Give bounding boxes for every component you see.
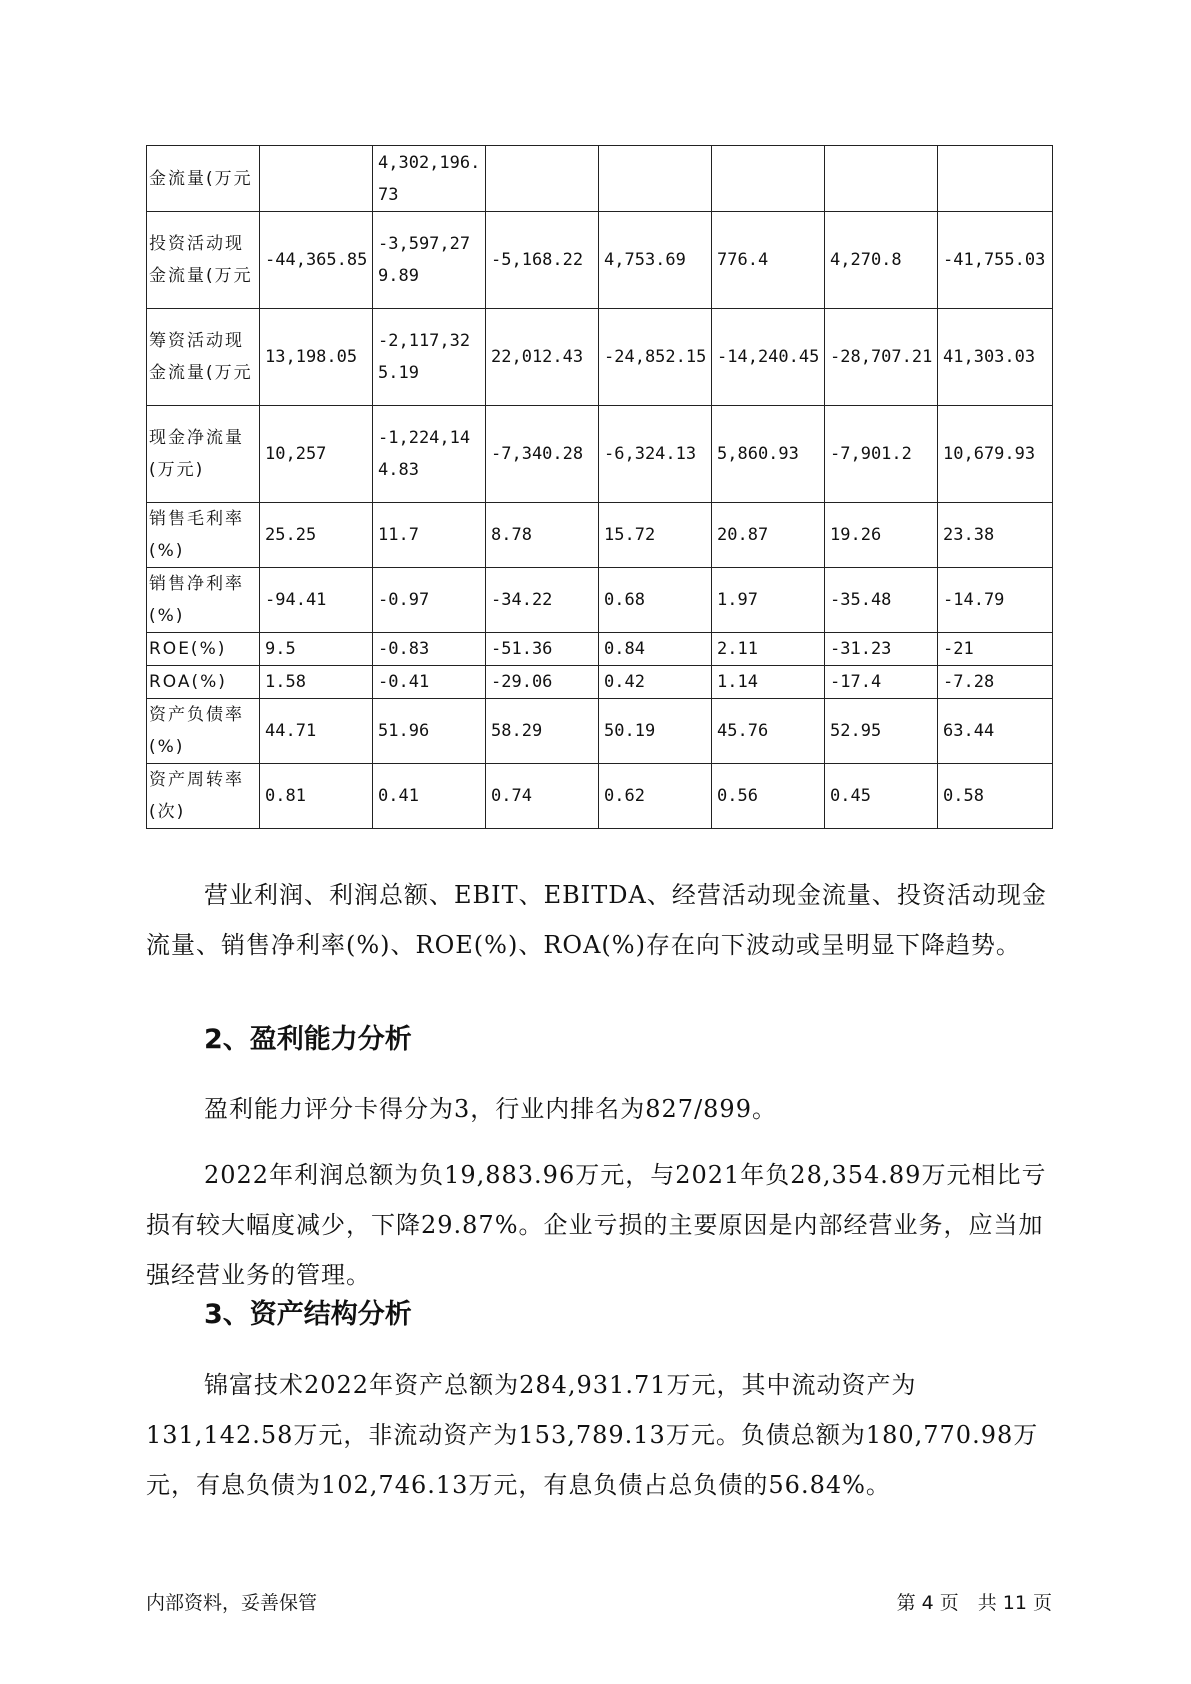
table-cell: 41,303.03: [938, 309, 1053, 406]
table-cell: -7,901.2: [825, 406, 938, 503]
table-cell: -17.4: [825, 666, 938, 699]
table-cell: 0.81: [260, 764, 373, 829]
table-cell: 0.84: [599, 633, 712, 666]
table-cell: -29.06: [486, 666, 599, 699]
table-cell: 0.62: [599, 764, 712, 829]
table-cell: -6,324.13: [599, 406, 712, 503]
table-cell: -34.22: [486, 568, 599, 633]
table-cell: 9.5: [260, 633, 373, 666]
table-cell: 19.26: [825, 503, 938, 568]
table-row: [147, 568, 1053, 633]
table-row: [147, 212, 1053, 309]
table-cell: 22,012.43: [486, 309, 599, 406]
table-cell: 51.96: [373, 699, 486, 764]
table-cell: -21: [938, 633, 1053, 666]
table-cell: [260, 146, 373, 212]
table-cell: -31.23: [825, 633, 938, 666]
table-cell: 10,679.93: [938, 406, 1053, 503]
table-cell: -0.83: [373, 633, 486, 666]
table-cell: 23.38: [938, 503, 1053, 568]
table-row: [147, 146, 1053, 212]
row-label: ROE(%): [147, 633, 260, 666]
table-cell: -14.79: [938, 568, 1053, 633]
table-cell: -94.41: [260, 568, 373, 633]
footer-page-number: 第 4 页 共 11 页: [896, 1592, 1052, 1614]
table-body: [147, 146, 1053, 829]
table-cell: 0.45: [825, 764, 938, 829]
table-cell: -0.97: [373, 568, 486, 633]
table-cell: -51.36: [486, 633, 599, 666]
table-cell: 0.58: [938, 764, 1053, 829]
table-cell: [938, 146, 1053, 212]
profit-total-paragraph: 2022年利润总额为负19,883.96万元，与2021年负28,354.89万元相比亏损有较大幅度减少，下降29.87%。企业亏损的主要原因是内部经营业务，应当加强经营业务的管理。: [146, 1161, 1047, 1289]
section-heading-profitability: 2、盈利能力分析: [204, 1024, 412, 1055]
table-cell: 15.72: [599, 503, 712, 568]
table-cell: 52.95: [825, 699, 938, 764]
table-cell: -1,224,144.83: [373, 406, 486, 503]
table-cell: [712, 146, 825, 212]
row-label: 筹资活动现金流量(万元: [147, 309, 260, 406]
table-cell: 11.7: [373, 503, 486, 568]
table-cell: -3,597,279.89: [373, 212, 486, 309]
table-cell: 1.14: [712, 666, 825, 699]
footer-confidential-note: 内部资料，妥善保管: [146, 1592, 318, 1614]
table-cell: 0.42: [599, 666, 712, 699]
table-cell: 8.78: [486, 503, 599, 568]
table-cell: -28,707.21: [825, 309, 938, 406]
table-cell: 0.56: [712, 764, 825, 829]
profitability-score-paragraph: 盈利能力评分卡得分为3，行业内排名为827/899。: [204, 1095, 777, 1123]
table-cell: -0.41: [373, 666, 486, 699]
row-label: 销售毛利率(%): [147, 503, 260, 568]
row-label: 金流量(万元: [147, 146, 260, 212]
table-cell: 4,753.69: [599, 212, 712, 309]
row-label: 销售净利率(%): [147, 568, 260, 633]
table-cell: -7.28: [938, 666, 1053, 699]
table-cell: 5,860.93: [712, 406, 825, 503]
table-cell: 776.4: [712, 212, 825, 309]
row-label: 投资活动现金流量(万元: [147, 212, 260, 309]
table-cell: 2.11: [712, 633, 825, 666]
table-cell: -14,240.45: [712, 309, 825, 406]
financial-indicators-table: [146, 145, 1053, 829]
table-cell: 1.97: [712, 568, 825, 633]
table-cell: 1.58: [260, 666, 373, 699]
table-row: [147, 309, 1053, 406]
table-row: [147, 699, 1053, 764]
table-cell: -7,340.28: [486, 406, 599, 503]
table-cell: 10,257: [260, 406, 373, 503]
financial-table-container: [146, 145, 1052, 829]
asset-structure-paragraph: 锦富技术2022年资产总额为284,931.71万元，其中流动资产为131,142.58万元，非流动资产为153,789.13万元。负债总额为180,770.98万元，有息负债为102,746.13万元，有息负债占总负债的56.84%。: [146, 1371, 1039, 1499]
table-cell: [486, 146, 599, 212]
table-row: [147, 666, 1053, 699]
row-label: 资产负债率(%): [147, 699, 260, 764]
table-cell: -35.48: [825, 568, 938, 633]
table-cell: -41,755.03: [938, 212, 1053, 309]
table-cell: 0.68: [599, 568, 712, 633]
table-cell: [825, 146, 938, 212]
row-label: 现金净流量(万元): [147, 406, 260, 503]
table-cell: -5,168.22: [486, 212, 599, 309]
table-cell: -2,117,325.19: [373, 309, 486, 406]
table-cell: 0.74: [486, 764, 599, 829]
table-cell: 4,302,196.73: [373, 146, 486, 212]
trend-paragraph: 营业利润、利润总额、EBIT、EBITDA、经营活动现金流量、投资活动现金流量、销售净利率(%)、ROE(%)、ROA(%)存在向下波动或呈明显下降趋势。: [146, 881, 1047, 959]
table-row: [147, 633, 1053, 666]
section-heading-asset-structure: 3、资产结构分析: [204, 1299, 412, 1330]
row-label: ROA(%): [147, 666, 260, 699]
table-cell: 63.44: [938, 699, 1053, 764]
table-row: [147, 764, 1053, 829]
table-cell: 20.87: [712, 503, 825, 568]
table-cell: 25.25: [260, 503, 373, 568]
table-cell: 44.71: [260, 699, 373, 764]
table-cell: -44,365.85: [260, 212, 373, 309]
table-cell: 50.19: [599, 699, 712, 764]
table-row: [147, 406, 1053, 503]
table-cell: [599, 146, 712, 212]
table-cell: 4,270.8: [825, 212, 938, 309]
table-row: [147, 503, 1053, 568]
table-cell: 58.29: [486, 699, 599, 764]
table-cell: -24,852.15: [599, 309, 712, 406]
table-cell: 13,198.05: [260, 309, 373, 406]
table-cell: 45.76: [712, 699, 825, 764]
table-cell: 0.41: [373, 764, 486, 829]
row-label: 资产周转率(次): [147, 764, 260, 829]
